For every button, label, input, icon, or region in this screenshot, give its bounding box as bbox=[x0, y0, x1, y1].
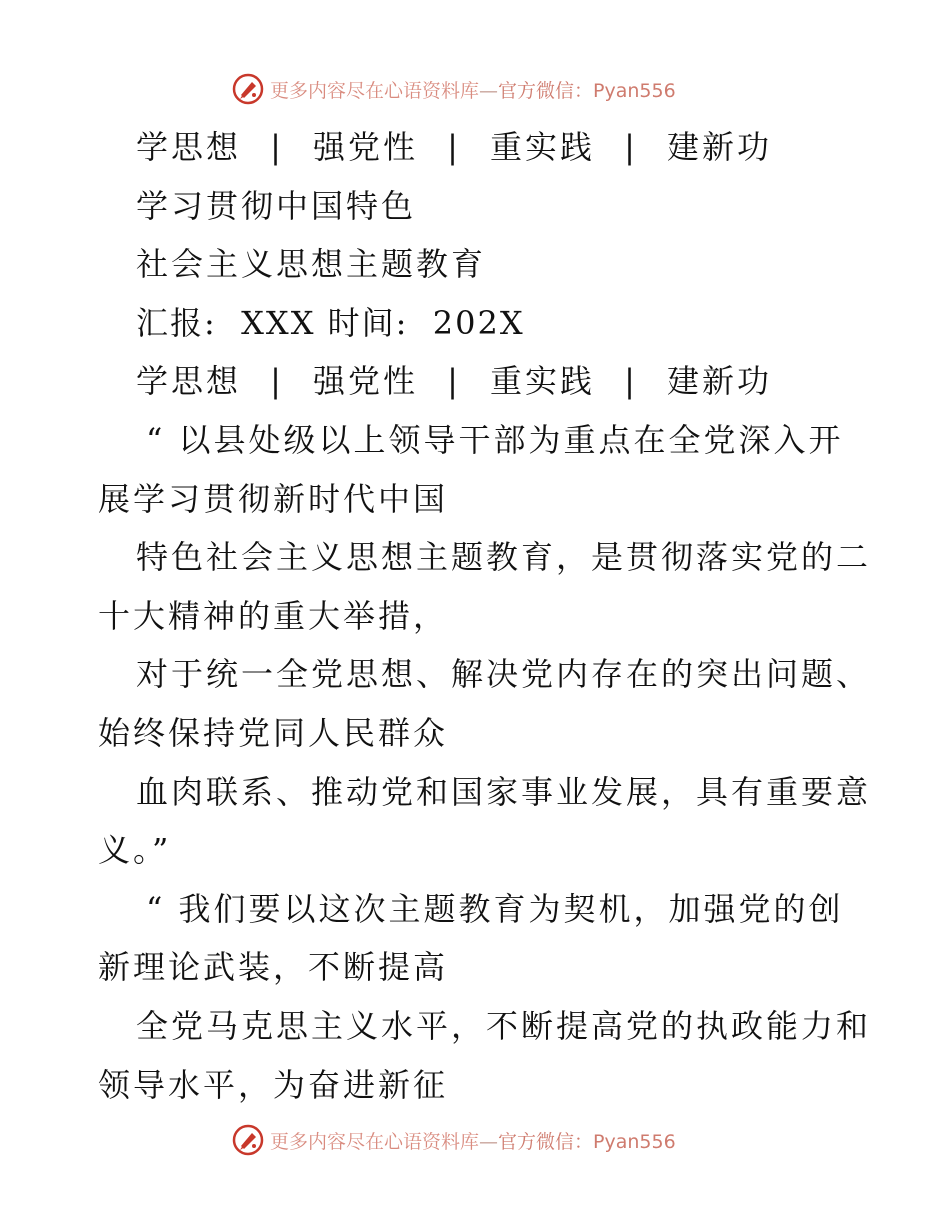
top-banner bbox=[232, 72, 752, 106]
tag-separator: | bbox=[447, 362, 461, 401]
tag-separator: | bbox=[624, 128, 638, 166]
tag-strengthen-party: 强党性 bbox=[313, 362, 419, 401]
paragraph-line: 新理论武装，不断提高 bbox=[98, 948, 449, 987]
paragraph-line: 展学习贯彻新时代中国 bbox=[98, 479, 449, 518]
banner-wechat-label: 官方微信： bbox=[498, 1130, 594, 1153]
title-line-1: 学习贯彻中国特色 bbox=[136, 186, 417, 225]
tag-separator: | bbox=[624, 362, 638, 401]
pen-nib-logo-icon bbox=[232, 1124, 264, 1156]
paragraph-line: 全党马克思主义水平，不断提高党的执政能力和 bbox=[136, 1006, 872, 1045]
paragraph-line: “ 我们要以这次主题教育为契机，加强党的创 bbox=[146, 889, 844, 928]
paragraph-line: 领导水平，为奋进新征 bbox=[98, 1065, 449, 1104]
bottom-banner bbox=[232, 1123, 752, 1157]
tag-strengthen-party: 强党性 bbox=[313, 128, 419, 166]
header-tags-row-repeat bbox=[98, 352, 858, 411]
tag-separator: | bbox=[270, 362, 284, 401]
tag-separator: | bbox=[270, 128, 284, 166]
paragraph-line: 义。” bbox=[98, 831, 172, 870]
banner-separator: — bbox=[479, 1130, 499, 1153]
tag-new-merit: 建新功 bbox=[667, 128, 773, 166]
paragraph-line: 对于统一全党思想、解决党内存在的突出问题、 bbox=[136, 655, 872, 694]
banner-text bbox=[270, 76, 676, 103]
pen-nib-logo-icon bbox=[232, 73, 264, 105]
report-line: 汇报: XXX 时间: 202X bbox=[136, 303, 525, 342]
banner-separator: — bbox=[479, 79, 499, 102]
paragraph-line: 特色社会主义思想主题教育，是贯彻落实党的二 bbox=[136, 538, 872, 577]
banner-library-text: 更多内容尽在心语资料库 bbox=[270, 79, 480, 102]
banner-wechat-id: Pyan556 bbox=[593, 1130, 676, 1153]
paragraph-line: “ 以县处级以上领导干部为重点在全党深入开 bbox=[146, 420, 844, 459]
tag-practice: 重实践 bbox=[490, 128, 596, 166]
tag-study-thought: 学思想 bbox=[136, 362, 242, 401]
paragraph-line: 始终保持党同人民群众 bbox=[98, 713, 449, 752]
tag-practice: 重实践 bbox=[490, 362, 596, 401]
banner-text bbox=[270, 1127, 676, 1154]
paragraph-line: 血肉联系、推动党和国家事业发展，具有重要意 bbox=[136, 772, 872, 811]
tag-new-merit: 建新功 bbox=[667, 362, 773, 401]
banner-wechat-id: Pyan556 bbox=[593, 79, 676, 102]
tag-separator: | bbox=[447, 128, 461, 166]
tag-study-thought: 学思想 bbox=[136, 128, 242, 166]
title-line-2: 社会主义思想主题教育 bbox=[136, 245, 487, 284]
header-tags-row bbox=[98, 118, 858, 177]
document-body bbox=[98, 118, 872, 1114]
banner-wechat-label: 官方微信： bbox=[498, 79, 594, 102]
paragraph-line: 十大精神的重大举措， bbox=[98, 596, 449, 635]
banner-library-text: 更多内容尽在心语资料库 bbox=[270, 1130, 480, 1153]
